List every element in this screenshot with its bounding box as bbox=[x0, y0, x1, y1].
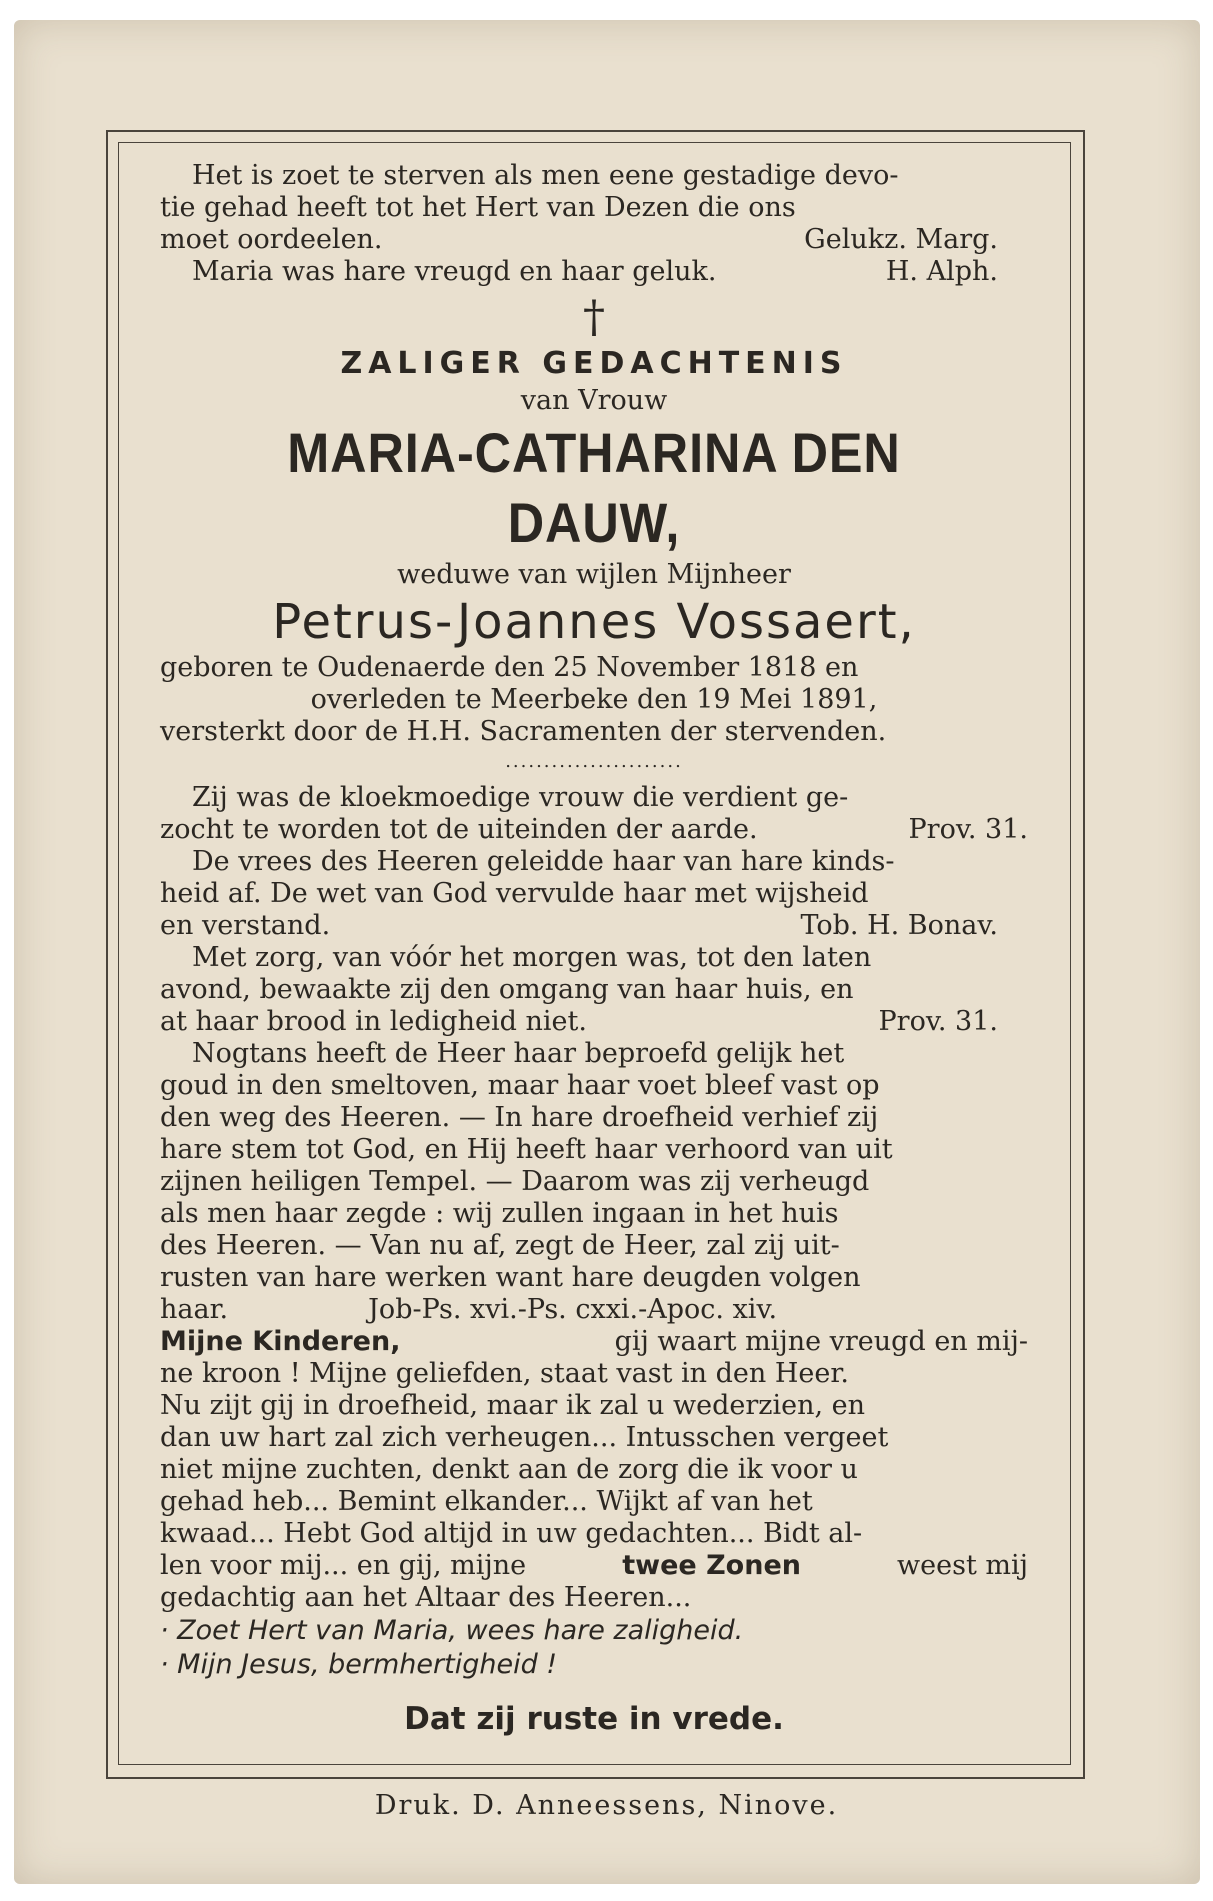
body-line bbox=[160, 1550, 1028, 1582]
birth-line: geboren te Oudenaerde den 25 November 1818 en bbox=[160, 652, 859, 683]
body-line: ne kroon ! Mijne geliefden, staat vast in den Heer. bbox=[160, 1358, 849, 1389]
scripture-reference: Prov. 31. bbox=[908, 814, 1028, 845]
body-line bbox=[160, 1294, 1028, 1326]
body-text-span: len voor mij... en gij, mijne bbox=[160, 1550, 527, 1581]
body-text-span: zocht te worden tot de uiteinden der aarde. bbox=[160, 814, 758, 845]
body-line: Nogtans heeft de Heer haar beproefd gelijk het bbox=[192, 1038, 845, 1069]
emphasis-text: twee Zonen bbox=[622, 1550, 801, 1581]
epigraph-reference: H. Alph. bbox=[885, 256, 998, 287]
body-line: gedachtig aan het Altaar des Heeren... bbox=[160, 1582, 692, 1613]
body-line: dan uw hart zal zich verheugen... Intusschen vergeet bbox=[160, 1422, 889, 1453]
body-text-span: haar. bbox=[160, 1294, 229, 1325]
husband-name: Petrus-Joannes Vossaert, bbox=[272, 594, 916, 650]
death-line: overleden te Meerbeke den 19 Mei 1891, bbox=[310, 684, 878, 715]
body-line: hare stem tot God, en Hij heeft haar verhoord van uit bbox=[160, 1134, 893, 1165]
body-text-span: gij waart mijne vreugd en mij- bbox=[614, 1326, 1028, 1357]
body-line: Met zorg, van vóór het morgen was, tot den laten bbox=[192, 942, 872, 973]
body-line: zijnen heiligen Tempel. — Daarom was zij verheugd bbox=[160, 1166, 870, 1197]
cross-icon: † bbox=[583, 292, 605, 343]
body-line: kwaad... Hebt God altijd in uw gedachten... Bidt al- bbox=[160, 1518, 863, 1549]
body-line: De vrees des Heeren geleidde haar van hare kinds- bbox=[192, 846, 895, 877]
body-text-span: weest mij bbox=[897, 1550, 1028, 1581]
body-line: den weg des Heeren. — In hare droefheid verhief zij bbox=[160, 1102, 879, 1133]
body-line bbox=[160, 910, 1028, 942]
epigraph-line: tie gehad heeft tot het Hert van Dezen die ons bbox=[160, 192, 796, 223]
epigraph-line bbox=[160, 256, 1028, 288]
scripture-reference: Prov. 31. bbox=[878, 1006, 998, 1037]
card-content bbox=[160, 160, 1028, 1744]
prayer-line: · Mijn Jesus, bermhertigheid ! bbox=[160, 1649, 558, 1680]
epigraph-line: Het is zoet te sterven als men eene gestadige devo- bbox=[192, 160, 899, 191]
body-line: gehad heb... Bemint elkander... Wijkt af van het bbox=[160, 1486, 813, 1517]
epigraph-text: Maria was hare vreugd en haar geluk. bbox=[192, 256, 717, 287]
scripture-reference: Job-Ps. xvi.-Ps. cxxi.-Apoc. xiv. bbox=[368, 1294, 778, 1325]
epigraph-reference: Gelukz. Marg. bbox=[804, 224, 998, 255]
body-text bbox=[160, 782, 1028, 1744]
address-lead: Mijne Kinderen, bbox=[160, 1326, 401, 1357]
epigraph-line bbox=[160, 224, 1028, 256]
body-line: Zij was de kloekmoedige vrouw die verdient ge- bbox=[192, 782, 849, 813]
epigraph-text: moet oordeelen. bbox=[160, 224, 383, 255]
sacraments-line: versterkt door de H.H. Sacramenten der stervenden. bbox=[160, 716, 887, 747]
body-text-span: at haar brood in ledigheid niet. bbox=[160, 1006, 587, 1037]
epigraph bbox=[160, 160, 1028, 288]
memorial-heading: ZALIGER GEDACHTENIS bbox=[340, 346, 848, 381]
deceased-name: MARIA-CATHARINA DEN DAUW, bbox=[287, 421, 901, 554]
scripture-reference: Tob. H. Bonav. bbox=[800, 910, 998, 941]
body-line bbox=[160, 1006, 1028, 1038]
body-line: avond, bewaakte zij den omgang van haar huis, en bbox=[160, 974, 854, 1005]
printer-imprint: Druk. D. Anneessens, Ninove. bbox=[374, 1790, 839, 1821]
body-line: als men haar zegde : wij zullen ingaan in het huis bbox=[160, 1198, 839, 1229]
body-line: rusten van hare werken want hare deugden volgen bbox=[160, 1262, 861, 1293]
body-text-span: en verstand. bbox=[160, 910, 331, 941]
closing-line: Dat zij ruste in vrede. bbox=[404, 1701, 784, 1737]
body-line: heid af. De wet van God vervulde haar met wijsheid bbox=[160, 878, 869, 909]
memorial-subheading: van Vrouw bbox=[520, 385, 668, 416]
separator: ....................... bbox=[505, 751, 683, 772]
body-line bbox=[160, 814, 1028, 846]
body-line: des Heeren. — Van nu af, zegt de Heer, zal zij uit- bbox=[160, 1230, 840, 1261]
body-line: niet mijne zuchten, denkt aan de zorg die ik voor u bbox=[160, 1454, 858, 1485]
body-line: Nu zijt gij in droefheid, maar ik zal u wederzien, en bbox=[160, 1390, 866, 1421]
body-line: goud in den smeltoven, maar haar voet bleef vast op bbox=[160, 1070, 880, 1101]
widow-line: weduwe van wijlen Mijnheer bbox=[397, 559, 791, 590]
prayer-line: · Zoet Hert van Maria, wees hare zaligheid. bbox=[160, 1615, 744, 1646]
body-line bbox=[160, 1326, 1028, 1358]
